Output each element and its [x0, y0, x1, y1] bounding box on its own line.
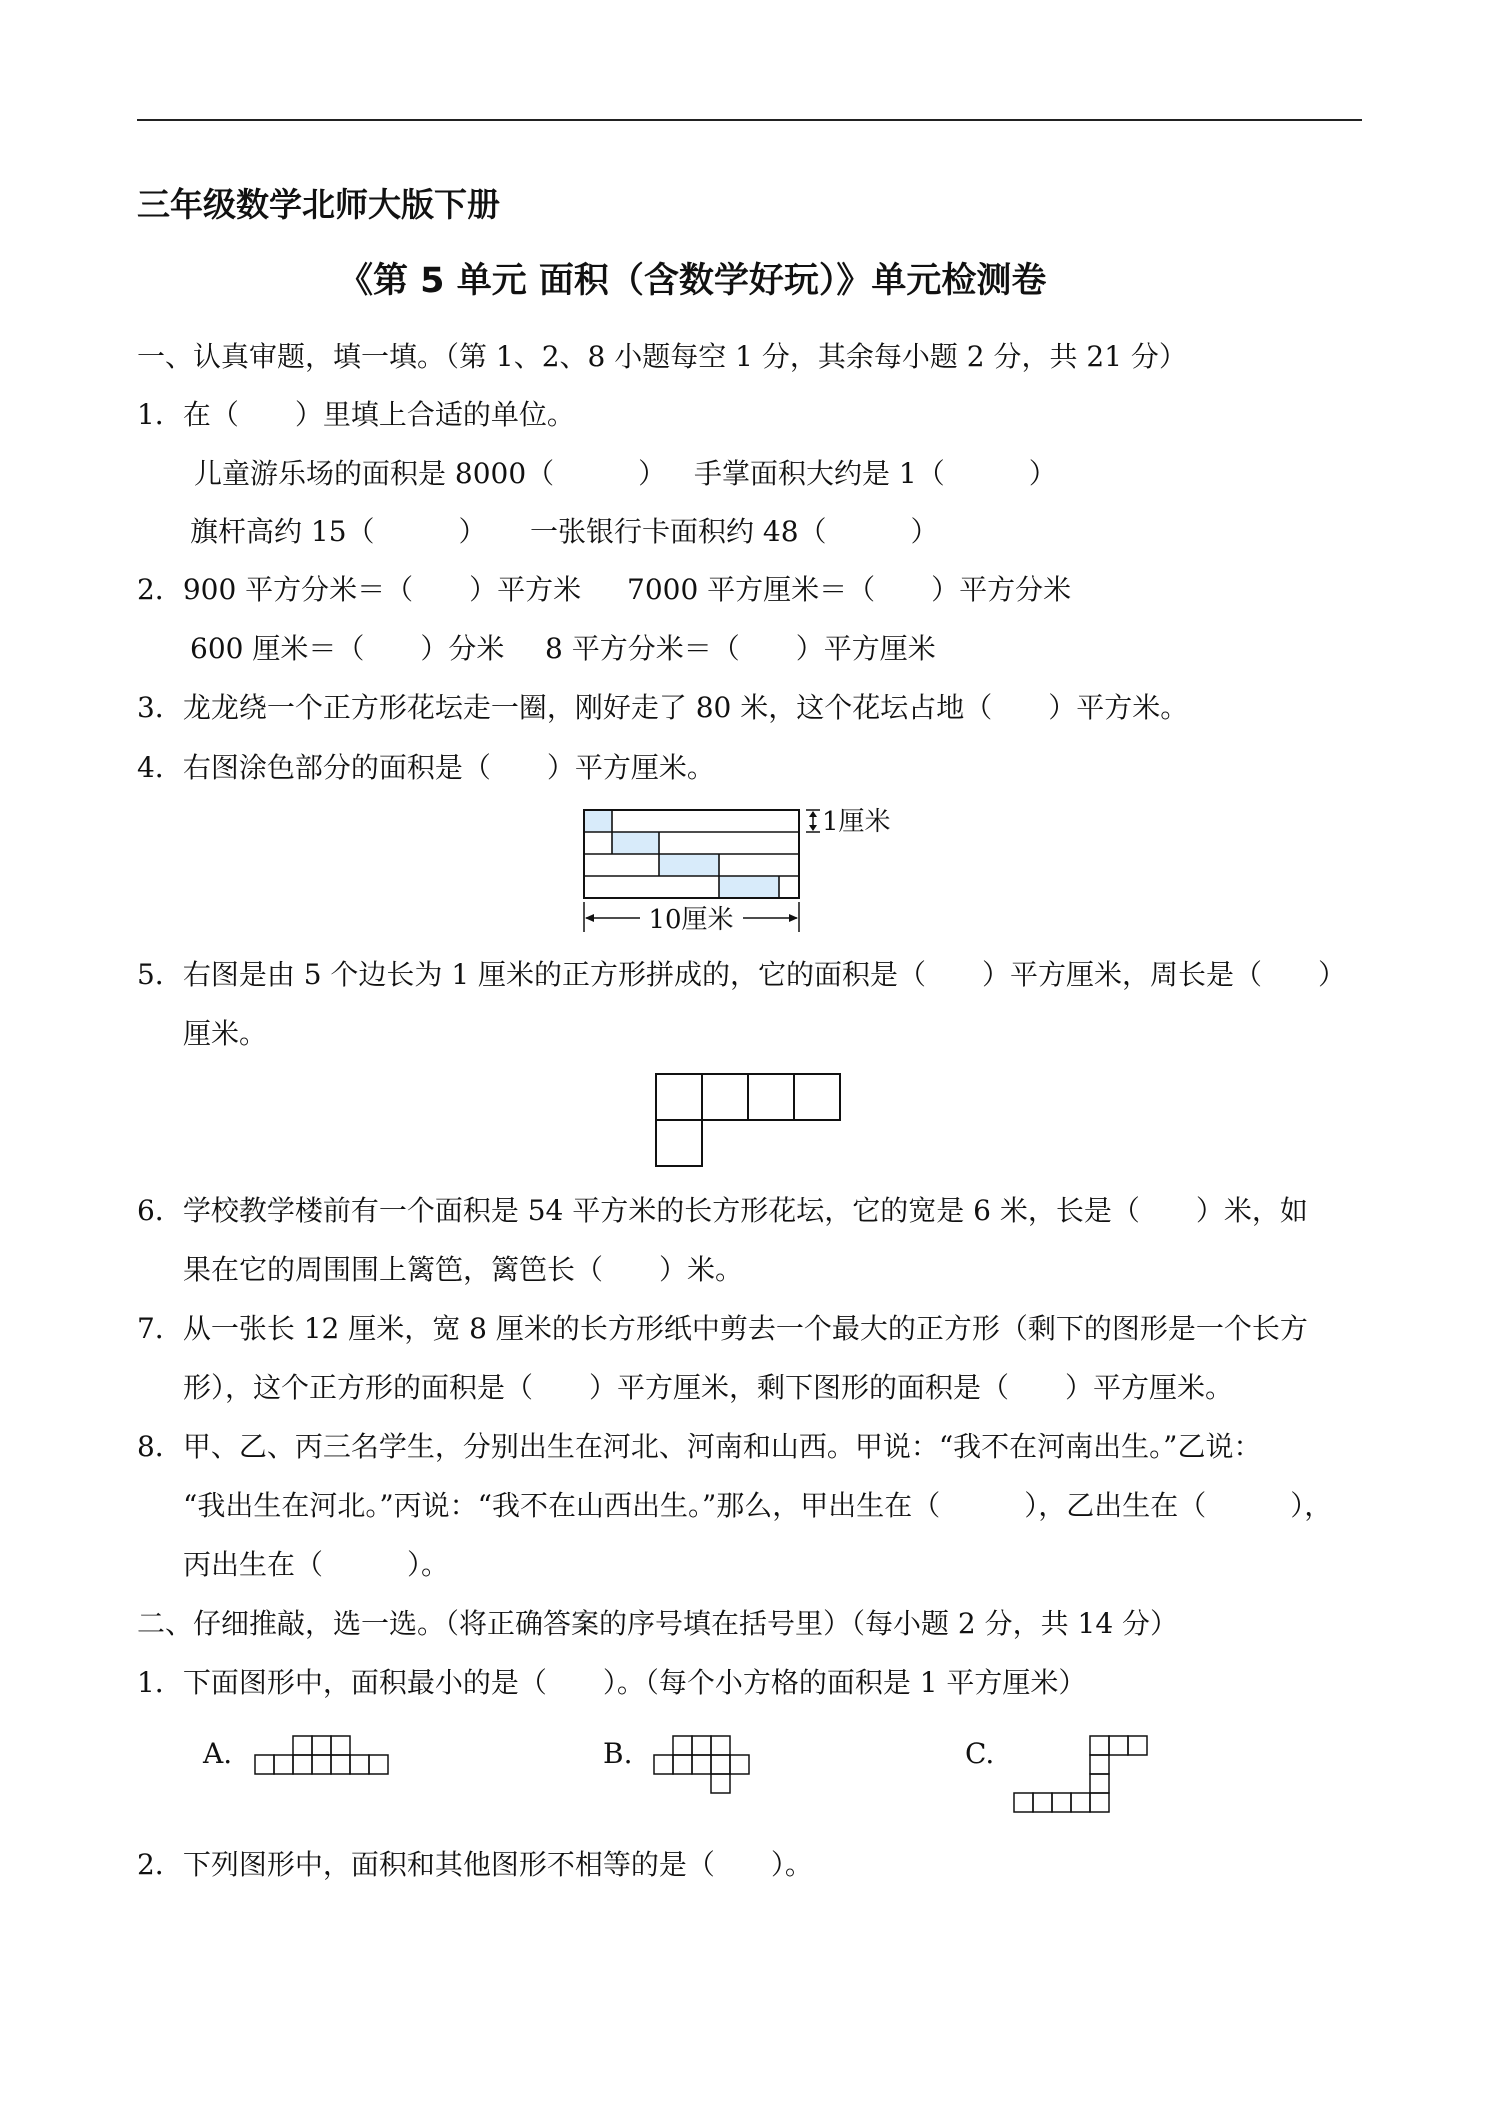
option-b-figure	[653, 1735, 753, 1799]
section2-heading: 二、仔细推敲，选一选。（将正确答案的序号填在括号里）（每小题 2 分，共 14 分）	[137, 1607, 1179, 1640]
q7-line2: 形），这个正方形的面积是（ ）平方厘米，剩下图形的面积是（ ）平方厘米。	[183, 1371, 1234, 1404]
q3: 3．龙龙绕一个正方形花坛走一圈，刚好走了 80 米，这个花坛占地（ ）平方米。	[137, 691, 1189, 724]
q6-line1: 6．学校教学楼前有一个面积是 54 平方米的长方形花坛，它的宽是 6 米，长是（ ）米，如	[137, 1194, 1308, 1227]
grade-title: 三年级数学北师大版下册	[137, 185, 500, 224]
q4-shade-2	[612, 832, 659, 854]
s2-q1-text: 1．下面图形中，面积最小的是（ ）。（每个小方格的面积是 1 平方厘米）	[137, 1666, 1087, 1699]
q4-shade-3	[659, 854, 719, 876]
q2-a: 2．900 平方分米＝（ ）平方米	[137, 573, 582, 606]
option-a-label: A.	[203, 1737, 233, 1770]
q2-c: 600 厘米＝（ ）分米	[190, 632, 505, 665]
header-rule	[137, 119, 1362, 121]
q5-line1: 5．右图是由 5 个边长为 1 厘米的正方形拼成的，它的面积是（ ）平方厘米，周长是（ ）	[137, 958, 1347, 991]
option-c-label: C.	[965, 1737, 995, 1770]
q5-line2: 厘米。	[183, 1017, 268, 1050]
q1-c: 旗杆高约 15（ ）	[190, 515, 487, 548]
q1-b: 手掌面积大约是 1（ ）	[694, 457, 1057, 490]
q2-b: 7000 平方厘米＝（ ）平方分米	[627, 573, 1072, 606]
unit-title: 《第 5 单元 面积（含数学好玩）》单元检测卷	[338, 261, 1047, 301]
q1-a: 儿童游乐场的面积是 8000（ ）	[194, 457, 667, 490]
q7-line1: 7．从一张长 12 厘米，宽 8 厘米的长方形纸中剪去一个最大的正方形（剩下的图形是一个长方	[137, 1312, 1308, 1345]
q4-text: 4．右图涂色部分的面积是（ ）平方厘米。	[137, 751, 715, 784]
q5-figure	[654, 1072, 848, 1172]
q4-height-label: 1厘米	[822, 807, 891, 837]
q6-line2: 果在它的周围围上篱笆，篱笆长（ ）米。	[183, 1253, 744, 1286]
option-a-figure	[254, 1735, 392, 1779]
q2-d: 8 平方分米＝（ ）平方厘米	[545, 632, 936, 665]
s2-q2-text: 2．下列图形中，面积和其他图形不相等的是（ ）。	[137, 1848, 813, 1881]
q4-width-label: 10厘米	[648, 905, 734, 935]
option-b-label: B.	[603, 1737, 633, 1770]
q1-d: 一张银行卡面积约 48（ ）	[530, 515, 939, 548]
q8-line2: “我出生在河北。”丙说：“我不在山西出生。”那么，甲出生在（ ），乙出生在（ ），	[183, 1489, 1333, 1522]
q4-figure	[580, 806, 920, 936]
option-c-figure	[1013, 1735, 1169, 1819]
q4-shade-1	[584, 810, 612, 832]
q8-line3: 丙出生在（ ）。	[183, 1548, 450, 1581]
section1-heading: 一、认真审题，填一填。（第 1、2、8 小题每空 1 分，其余每小题 2 分，共 21 分）	[137, 340, 1187, 373]
q8-line1: 8．甲、乙、丙三名学生，分别出生在河北、河南和山西。甲说：“我不在河南出生。”乙说：	[137, 1430, 1262, 1463]
q4-shade-4	[719, 876, 779, 898]
q1-stem: 1．在（ ）里填上合适的单位。	[137, 398, 575, 431]
